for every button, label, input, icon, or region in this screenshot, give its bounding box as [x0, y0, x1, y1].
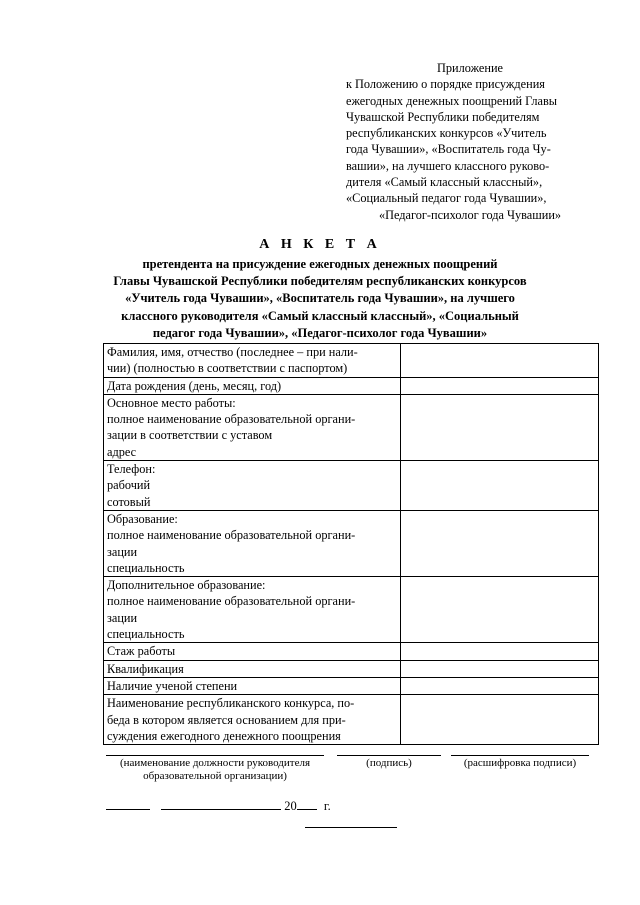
form-row-answer-cell[interactable]: [400, 677, 598, 694]
year-suffix: г.: [323, 799, 331, 813]
appendix-line: дителя «Самый классный классный»,: [346, 175, 543, 190]
bottom-signature-line[interactable]: [305, 827, 397, 828]
appendix-line: республиканских конкурсов «Учитель: [346, 126, 547, 141]
form-row-answer-cell[interactable]: [400, 643, 598, 660]
appendix-line: Чувашской Республики победителям: [346, 109, 540, 124]
appendix-line: ежегодных денежных поощрений Главы: [346, 93, 558, 108]
appendix-block: [346, 60, 594, 223]
form-row-label: [104, 461, 401, 511]
form-row: [104, 660, 599, 677]
month-blank[interactable]: [161, 797, 281, 810]
signature-line[interactable]: [337, 755, 441, 756]
form-row-label: [104, 577, 401, 643]
form-row-label-line: специальность: [107, 627, 185, 642]
form-row: [104, 394, 599, 460]
form-row-answer-cell[interactable]: [400, 377, 598, 394]
form-row-answer-cell[interactable]: [400, 695, 598, 745]
form-row: [104, 695, 599, 745]
form-row: [104, 677, 599, 694]
subtitle-line: «Учитель года Чувашии», «Воспитатель года Чувашии», на лучшего: [125, 291, 515, 306]
decoding-line[interactable]: [451, 755, 589, 756]
appendix-line: «Социальный педагог года Чувашии»,: [346, 191, 547, 206]
form-title: А Н К Е Т А: [259, 237, 381, 252]
form-row-label-line: полное наименование образовательной органи-: [107, 412, 356, 427]
form-row-label-line: Дата рождения (день, месяц, год): [107, 378, 282, 393]
form-row: [104, 643, 599, 660]
form-row-label-line: Фамилия, имя, отчество (последнее – при нали-: [107, 345, 358, 359]
form-row-label: [104, 695, 401, 745]
year-prefix: 20: [284, 799, 297, 813]
form-row-answer-cell[interactable]: [400, 461, 598, 511]
form-row-label-line: адрес: [107, 444, 137, 459]
day-blank[interactable]: [106, 797, 150, 810]
form-row-label-line: Квалификация: [107, 661, 184, 676]
form-row-label: [104, 660, 401, 677]
questionnaire-table: [103, 343, 599, 745]
decoding-caption: (расшифровка подписи): [463, 757, 577, 769]
position-caption-line-2: образовательной организации): [143, 770, 287, 782]
form-row-label: [104, 677, 401, 694]
form-row-label-line: чии) (полностью в соответствии с паспортом): [107, 361, 348, 376]
form-row: [104, 510, 599, 576]
form-heading: [90, 236, 550, 342]
form-row: [104, 461, 599, 511]
signature-caption: (подпись): [366, 757, 412, 769]
form-row-label-line: сотовый: [107, 494, 151, 509]
form-row-label-line: рабочий: [107, 478, 151, 493]
appendix-line: к Положению о порядке присуждения: [346, 77, 545, 92]
form-row-label: [104, 643, 401, 660]
position-caption: [106, 757, 324, 783]
form-row-label-line: Образование:: [107, 511, 178, 526]
year-blank[interactable]: [297, 797, 317, 810]
form-row-answer-cell[interactable]: [400, 344, 598, 378]
form-row-label-line: Телефон:: [107, 462, 156, 477]
form-row-label-line: зации: [107, 610, 138, 625]
appendix-line: вашии», на лучшего классного руково-: [346, 158, 550, 173]
position-line[interactable]: [106, 755, 324, 756]
form-row-label-line: зации в соответствии с уставом: [107, 428, 273, 443]
form-row: [104, 344, 599, 378]
date-line: [106, 797, 331, 814]
form-row-label-line: полное наименование образовательной органи-: [107, 528, 356, 543]
position-caption-line-1: (наименование должности руководителя: [119, 757, 311, 769]
form-row-answer-cell[interactable]: [400, 577, 598, 643]
form-row-label-line: специальность: [107, 560, 185, 575]
subtitle-line: претендента на присуждение ежегодных денежных поощрений: [142, 257, 498, 271]
form-row: [104, 377, 599, 394]
form-row-label: [104, 394, 401, 460]
form-row-answer-cell[interactable]: [400, 510, 598, 576]
appendix-body: [346, 76, 594, 206]
form-row: [104, 577, 599, 643]
form-row-label-line: Стаж работы: [107, 644, 176, 659]
form-row-label-line: полное наименование образовательной органи-: [107, 594, 356, 609]
appendix-title: Приложение: [437, 61, 503, 75]
questionnaire-body: [104, 344, 599, 745]
appendix-line: года Чувашии», «Воспитатель года Чу-: [346, 142, 551, 157]
subtitle-line: классного руководителя «Самый классный классный», «Социальный: [121, 308, 519, 323]
form-row-label-line: Наличие ученой степени: [107, 678, 238, 693]
form-row-label: [104, 377, 401, 394]
form-row-label: [104, 344, 401, 378]
form-row-label-line: Дополнительное образование:: [107, 578, 266, 593]
subtitle-line: Главы Чувашской Республики победителям республиканских конкурсов: [113, 274, 527, 289]
appendix-last-line: «Педагог-психолог года Чувашии»: [378, 207, 562, 222]
form-row-label-line: зации: [107, 544, 138, 559]
subtitle-line: педагог года Чувашии», «Педагог-психолог года Чувашии»: [152, 325, 488, 340]
form-row-answer-cell[interactable]: [400, 394, 598, 460]
form-row-label-line: Наименование республиканского конкурса, по-: [107, 696, 355, 711]
form-row-answer-cell[interactable]: [400, 660, 598, 677]
form-row-label-line: беда в котором является основанием для при-: [107, 712, 346, 727]
form-row-label-line: суждения ежегодного денежного поощрения: [107, 728, 341, 743]
form-row-label: [104, 510, 401, 576]
form-subtitle: [90, 256, 550, 342]
form-row-label-line: Основное место работы:: [107, 395, 236, 410]
